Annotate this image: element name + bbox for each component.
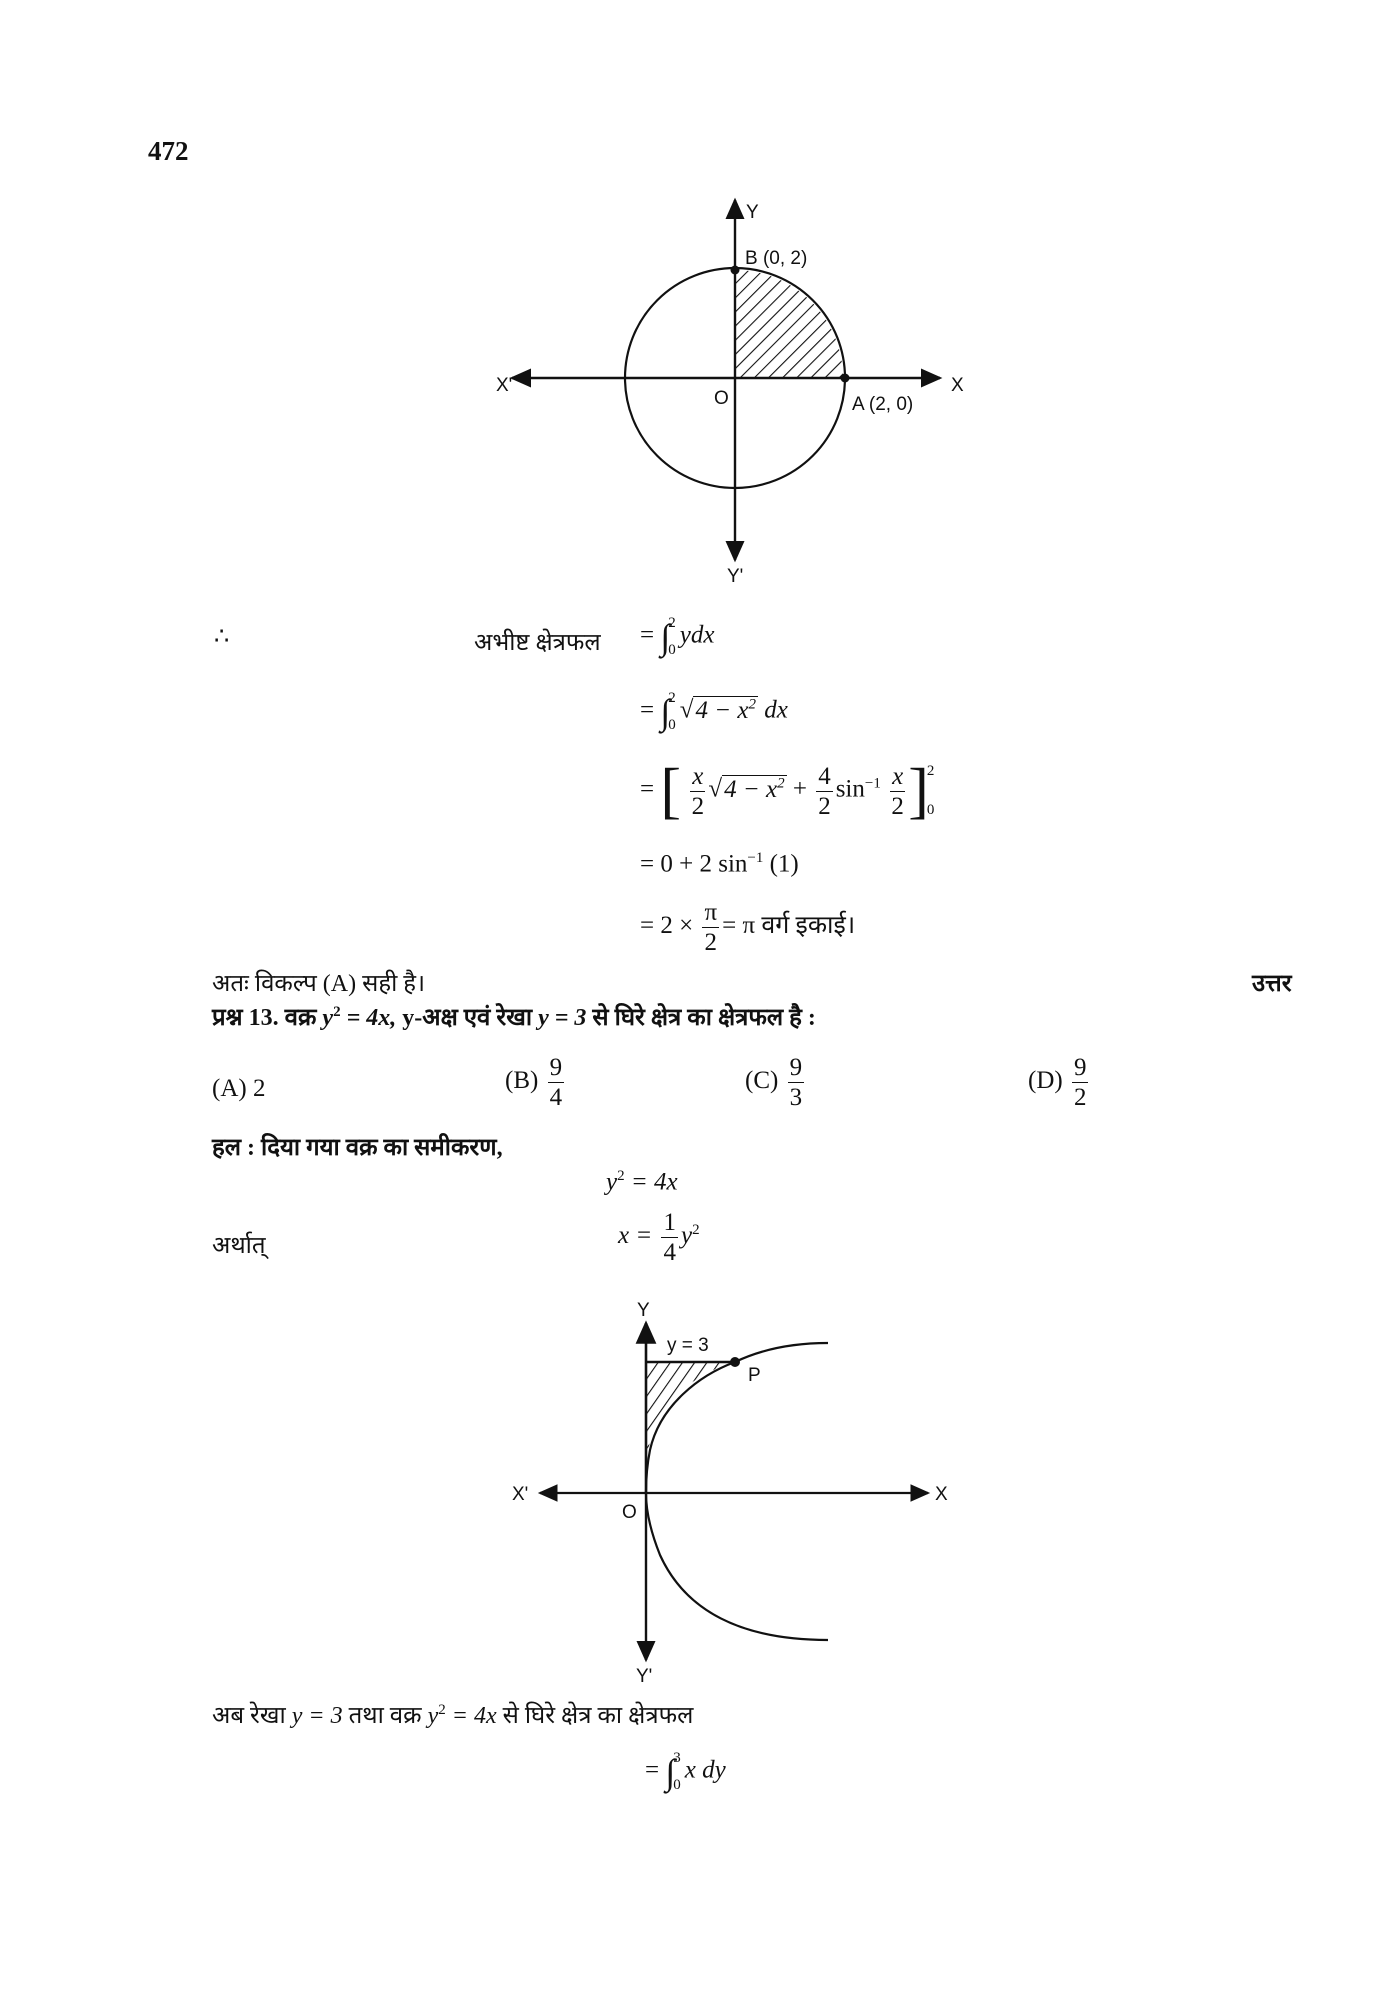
point-b-dot xyxy=(731,266,740,275)
y-label: Y xyxy=(746,202,759,223)
parabola-diagram xyxy=(480,1280,960,1700)
solution13-eq2: x = $\frac{1}{4}$ $y^2$ xyxy=(618,1209,700,1266)
x-label: X xyxy=(951,375,964,396)
point-b-label: B (0, 2) xyxy=(745,248,808,269)
option-b[interactable]: (B) $\frac{9}{4}$ xyxy=(505,1054,563,1111)
x-label: X xyxy=(935,1484,948,1505)
point-a-label: A (2, 0) xyxy=(852,394,914,415)
shaded-region xyxy=(646,1362,735,1493)
final-integral: = ∫ 3 0 x dy xyxy=(645,1750,726,1793)
bottom-statement: अब रेखा y = 3 तथा वक्र $y^2 = 4x$ से घिरे क्षेत्र का क्षेत्रफल xyxy=(212,1702,694,1729)
option-a[interactable]: (A) 2 xyxy=(212,1075,266,1102)
solution1-line4: = 0 + 2 $\sin^{-1} (1)$ xyxy=(640,850,799,878)
x-prime-label: X' xyxy=(512,1484,529,1505)
required-area-label: अभीष्ट क्षेत्रफल xyxy=(474,630,601,656)
point-a-dot xyxy=(841,374,850,383)
origin-label: O xyxy=(622,1502,637,1523)
shaded-quadrant xyxy=(735,270,843,378)
solution13-intro: हल : दिया गया वक्र का समीकरण, xyxy=(212,1135,503,1161)
arthat-label: अर्थात् xyxy=(212,1233,266,1259)
therefore-symbol: ∴ xyxy=(214,624,230,650)
option-c[interactable]: (C) $\frac{9}{3}$ xyxy=(745,1054,803,1111)
circle-diagram xyxy=(480,190,1000,600)
point-p-label: P xyxy=(748,1365,761,1386)
line-label: y = 3 xyxy=(667,1335,709,1356)
solution1-line1: = ∫ 2 0 ydx xyxy=(640,615,715,658)
y-prime-label: Y' xyxy=(636,1666,653,1687)
point-p-dot xyxy=(730,1357,740,1367)
y-prime-label: Y' xyxy=(727,566,744,587)
solution13-eq1: $y^2 = 4x$ xyxy=(606,1168,678,1196)
solution1-line2: = ∫ 2 0 $√4 - x^2$ dx xyxy=(640,690,788,733)
answer-tag: उत्तर xyxy=(1252,971,1292,997)
y-label: Y xyxy=(637,1300,650,1321)
conclusion-text: अतः विकल्प (A) सही है। xyxy=(212,971,426,997)
x-prime-label: X' xyxy=(496,375,513,396)
page-number: 472 xyxy=(148,136,189,166)
origin-label: O xyxy=(714,388,729,409)
solution1-line3: = [ $\frac{x}{2}$ $√4 - x^2$ + $\frac{4}{2}$ $\sin^{-1}$ $\frac{x}{2}$ ] 2 0 xyxy=(640,757,935,825)
option-d[interactable]: (D) $\frac{9}{2}$ xyxy=(1028,1054,1087,1111)
solution1-line5: = 2 × $\frac{\pi}{2}$ = π वर्ग इकाई। xyxy=(640,899,856,956)
question-13: प्रश्न 13. वक्र $y^2 = 4x$, y-अक्ष एवं रेखा y = 3 से घिरे क्षेत्र का क्षेत्रफल है : xyxy=(212,1004,816,1031)
